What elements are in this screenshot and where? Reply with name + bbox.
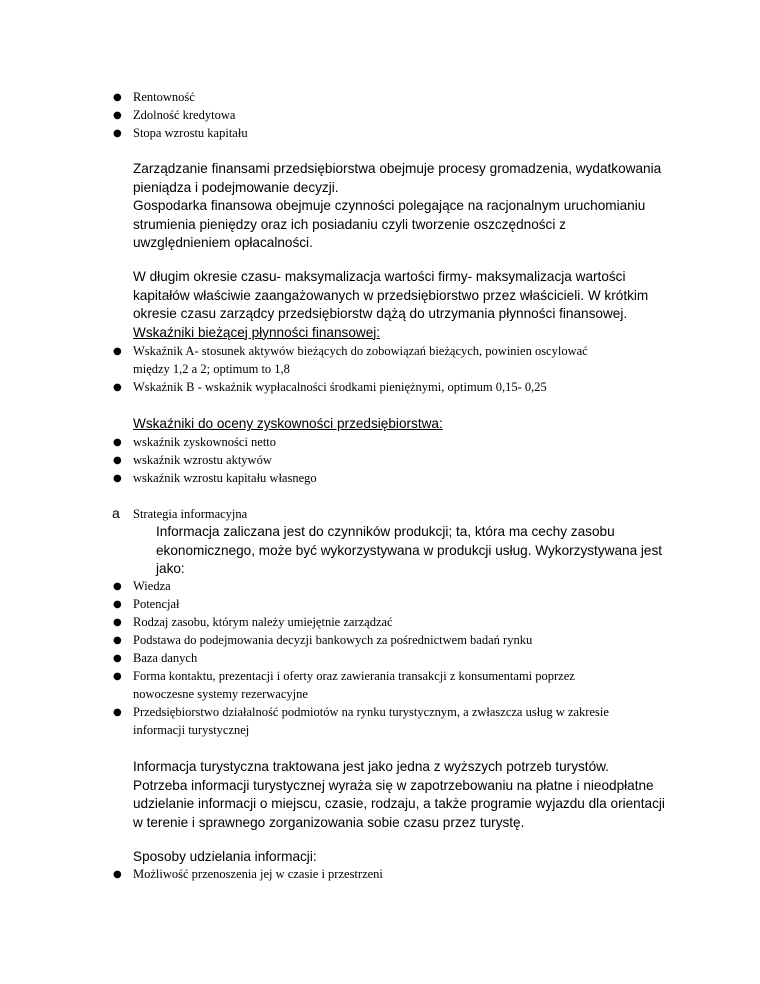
list-item: wskaźnik wzrostu kapitału własnego xyxy=(133,471,317,485)
text-line: uwzględnieniem opłacalności. xyxy=(133,235,313,250)
list-item xyxy=(133,704,693,739)
bullet-icon: ● xyxy=(113,110,122,121)
bullet-icon: ● xyxy=(113,92,122,103)
bullet-icon: ● xyxy=(113,869,122,880)
paragraph-tourist-information xyxy=(133,758,693,832)
list-item: Możliwość przenoszenia jej w czasie i przestrzeni xyxy=(133,867,383,881)
list-item-line: informacji turystycznej xyxy=(133,722,250,737)
paragraph-information-as-resource xyxy=(156,523,696,579)
list-item: Baza danych xyxy=(133,651,198,665)
bullet-icon: ● xyxy=(113,346,122,357)
text-line: ekonomicznego, może być wykorzystywana w produkcji usług. Wykorzystywana jest xyxy=(156,542,663,558)
strategy-title: Strategia informacyjna xyxy=(133,507,248,521)
text-line: Informacja zaliczana jest do czynników produkcji; ta, która ma cechy zasobu xyxy=(156,524,615,539)
bullet-icon: ● xyxy=(113,617,122,628)
bullet-icon: ● xyxy=(113,671,122,682)
section-heading-methods: Sposoby udzielania informacji: xyxy=(133,849,317,864)
text-line: kapitałów właściwie zaangażowanych w przedsiębiorstwo przez właścicieli. W krótkim xyxy=(133,287,649,303)
bullet-icon: ● xyxy=(113,581,122,592)
section-heading-profitability: Wskaźniki do oceny zyskowności przedsiębiorstwa: xyxy=(133,416,443,431)
text-line: okresie czasu zarządcy przedsiębiorstw dążą do utrzymania płynności finansowej. xyxy=(133,306,628,321)
paragraph-long-term-goals xyxy=(133,268,693,342)
list-item: wskaźnik zyskowności netto xyxy=(133,435,277,449)
list-item xyxy=(133,668,693,703)
text-line: w terenie i sprawnego zorganizowania sobie czasu przez turystę. xyxy=(133,814,525,830)
bullet-icon: ● xyxy=(113,455,122,466)
text-line: Informacja turystyczna traktowana jest jako jedna z wyższych potrzeb turystów. xyxy=(133,759,609,774)
bullet-icon: ● xyxy=(113,382,122,393)
list-item-line: Przedsiębiorstwo działalność podmiotów na rynku turystycznym, a zwłaszcza usług w zakresie xyxy=(133,705,609,719)
list-item xyxy=(133,343,693,378)
bullet-icon: ● xyxy=(113,437,122,448)
bullet-icon: ● xyxy=(113,473,122,484)
list-item: Wskaźnik B - wskaźnik wypłacalności środkami pieniężnymi, optimum 0,15- 0,25 xyxy=(133,380,547,394)
text-line: Zarządzanie finansami przedsiębiorstwa obejmuje procesy gromadzenia, wydatkowania xyxy=(133,161,662,176)
list-item: Wiedza xyxy=(133,579,171,593)
list-item: Zdolność kredytowa xyxy=(133,108,236,122)
list-item: Potencjał xyxy=(133,597,180,611)
text-line: strumienia pieniędzy oraz ich posiadaniu czyli tworzenie oszczędności z xyxy=(133,216,566,232)
list-letter-marker: a xyxy=(112,505,120,521)
text-line: Potrzeba informacji turystycznej wyraża się w zapotrzebowaniu na płatne i nieodpłatne xyxy=(133,777,654,793)
list-item-line: Forma kontaktu, prezentacji i oferty oraz zawierania transakcji z konsumentami poprzez xyxy=(133,669,575,683)
bullet-icon: ● xyxy=(113,599,122,610)
bullet-icon: ● xyxy=(113,635,122,646)
bullet-icon: ● xyxy=(113,128,122,139)
paragraph-financial-management xyxy=(133,160,693,253)
list-item: Podstawa do podejmowania decyzji bankowych za pośrednictwem badań rynku xyxy=(133,633,533,647)
section-heading-liquidity: Wskaźniki bieżącej płynności finansowej: xyxy=(133,324,381,340)
list-item-line: między 1,2 a 2; optimum to 1,8 xyxy=(133,361,290,376)
text-line: pieniądza i podejmowanie decyzji. xyxy=(133,179,339,195)
bullet-icon: ● xyxy=(113,707,122,718)
bullet-icon: ● xyxy=(113,653,122,664)
list-item-line: nowoczesne systemy rezerwacyjne xyxy=(133,686,308,701)
list-item: Rentowność xyxy=(133,90,195,104)
text-line: W długim okresie czasu- maksymalizacja wartości firmy- maksymalizacja wartości xyxy=(133,269,626,284)
text-line: udzielanie informacji o miejscu, czasie, rodzaju, a także programie wyjazdu dla orientacji xyxy=(133,796,665,811)
text-line: jako: xyxy=(156,561,185,576)
text-line: Gospodarka finansowa obejmuje czynności polegające na racjonalnym uruchomianiu xyxy=(133,198,646,213)
list-item: Rodzaj zasobu, którym należy umiejętnie zarządzać xyxy=(133,615,393,629)
list-item-line: Wskaźnik A- stosunek aktywów bieżących do zobowiązań bieżących, powinien oscylować xyxy=(133,344,588,358)
list-item: wskaźnik wzrostu aktywów xyxy=(133,453,272,467)
list-item: Stopa wzrostu kapitału xyxy=(133,126,248,140)
